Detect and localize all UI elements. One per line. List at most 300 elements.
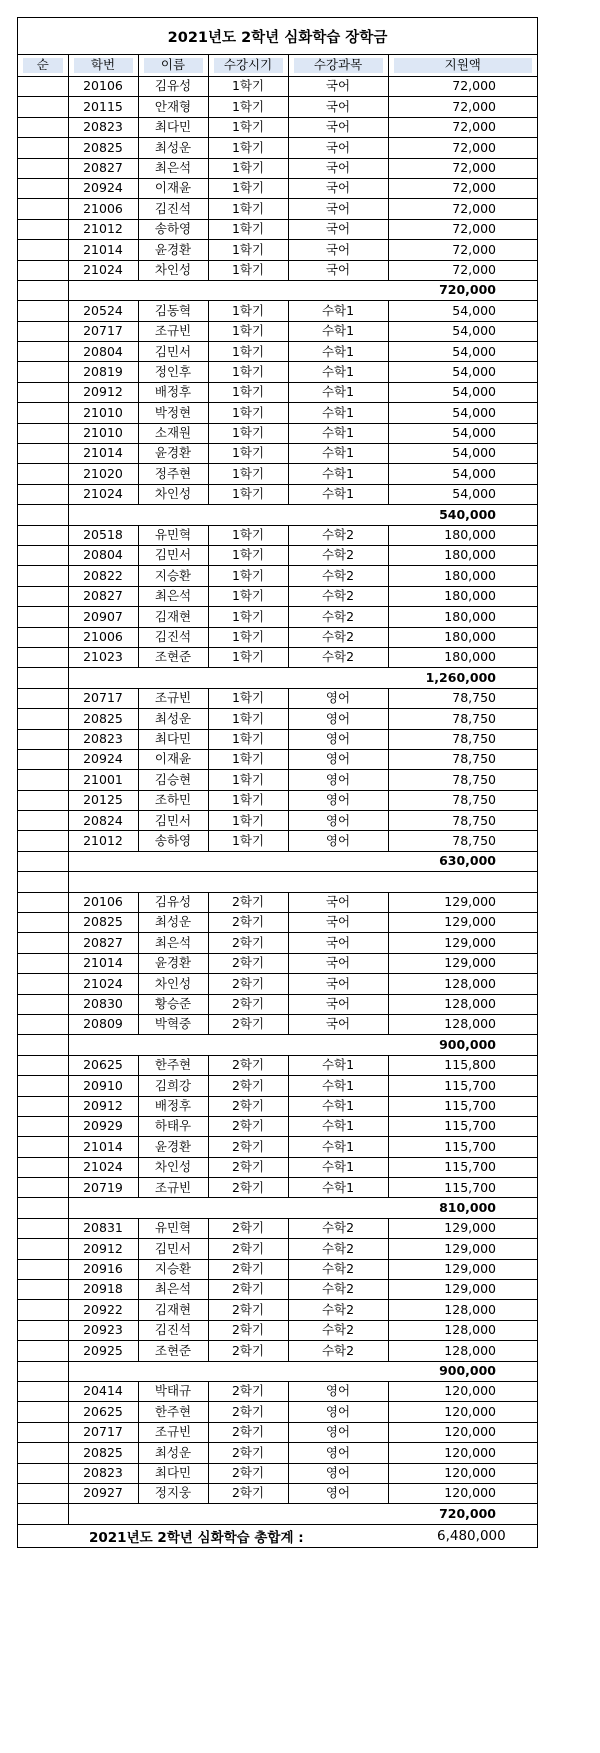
cell-amount: 78,750 — [388, 790, 537, 810]
table-row — [18, 749, 537, 769]
cell-amount: 54,000 — [388, 423, 537, 443]
table-row — [18, 974, 537, 994]
cell-subject: 수학1 — [288, 382, 388, 402]
cell-amount: 128,000 — [388, 1320, 537, 1340]
cell-student-id: 20804 — [68, 342, 138, 362]
cell-subject: 국어 — [288, 117, 388, 137]
empty-cell — [68, 872, 537, 892]
cell-no — [18, 1137, 68, 1157]
table-row — [18, 1096, 537, 1116]
cell-name: 최성운 — [138, 913, 208, 933]
cell-name: 정인후 — [138, 362, 208, 382]
table-row — [18, 811, 537, 831]
cell-amount: 129,000 — [388, 1239, 537, 1259]
cell-student-id: 20717 — [68, 1422, 138, 1442]
cell-term: 2학기 — [208, 1157, 288, 1177]
cell-name: 김유성 — [138, 892, 208, 912]
table-row — [18, 790, 537, 810]
cell-name: 이재윤 — [138, 749, 208, 769]
cell-student-id: 21020 — [68, 464, 138, 484]
cell-subject: 수학2 — [288, 607, 388, 627]
cell-term: 1학기 — [208, 525, 288, 545]
cell-name: 조규빈 — [138, 1178, 208, 1198]
header-term: 수강시기 — [208, 55, 288, 77]
cell-no — [18, 1259, 68, 1279]
cell-no — [18, 1504, 68, 1524]
cell-subject: 수학1 — [288, 423, 388, 443]
cell-term: 1학기 — [208, 362, 288, 382]
cell-name: 김민서 — [138, 1239, 208, 1259]
cell-term: 2학기 — [208, 994, 288, 1014]
cell-name: 차인성 — [138, 974, 208, 994]
table-row — [18, 525, 537, 545]
cell-student-id: 21014 — [68, 953, 138, 973]
cell-no — [18, 811, 68, 831]
cell-term: 1학기 — [208, 790, 288, 810]
cell-subject: 수학2 — [288, 627, 388, 647]
table-row — [18, 709, 537, 729]
cell-student-id: 21001 — [68, 770, 138, 790]
table-row — [18, 342, 537, 362]
cell-no — [18, 1198, 68, 1218]
cell-subject: 영어 — [288, 1422, 388, 1442]
cell-no — [18, 1035, 68, 1055]
table-row — [18, 933, 537, 953]
cell-name: 송하영 — [138, 831, 208, 851]
cell-amount: 72,000 — [388, 240, 537, 260]
table-row — [18, 1218, 537, 1238]
table-row — [18, 1382, 537, 1402]
cell-subject: 영어 — [288, 1402, 388, 1422]
cell-amount: 180,000 — [388, 647, 537, 667]
cell-subject: 수학1 — [288, 403, 388, 423]
cell-student-id: 21010 — [68, 403, 138, 423]
cell-amount: 180,000 — [388, 525, 537, 545]
cell-term: 1학기 — [208, 240, 288, 260]
cell-name: 김진석 — [138, 199, 208, 219]
subtotal-row — [18, 1198, 537, 1218]
cell-term: 1학기 — [208, 607, 288, 627]
cell-term: 1학기 — [208, 729, 288, 749]
cell-name: 김재현 — [138, 607, 208, 627]
table-row — [18, 403, 537, 423]
cell-student-id: 20827 — [68, 158, 138, 178]
cell-subject: 국어 — [288, 994, 388, 1014]
cell-student-id: 20719 — [68, 1178, 138, 1198]
cell-subject: 수학2 — [288, 1239, 388, 1259]
cell-term: 1학기 — [208, 117, 288, 137]
cell-term: 1학기 — [208, 770, 288, 790]
cell-student-id: 20831 — [68, 1218, 138, 1238]
cell-no — [18, 240, 68, 260]
cell-no — [18, 219, 68, 239]
cell-name: 지승환 — [138, 566, 208, 586]
cell-student-id: 20922 — [68, 1300, 138, 1320]
cell-name: 최성운 — [138, 138, 208, 158]
cell-student-id: 20929 — [68, 1116, 138, 1136]
cell-no — [18, 688, 68, 708]
cell-no — [18, 1320, 68, 1340]
cell-name: 윤경환 — [138, 1137, 208, 1157]
cell-amount: 72,000 — [388, 97, 537, 117]
cell-no — [18, 892, 68, 912]
cell-amount: 120,000 — [388, 1443, 537, 1463]
cell-term: 2학기 — [208, 1096, 288, 1116]
cell-no — [18, 668, 68, 688]
cell-amount: 129,000 — [388, 1218, 537, 1238]
cell-name: 최성운 — [138, 1443, 208, 1463]
cell-name: 김민서 — [138, 811, 208, 831]
cell-no — [18, 729, 68, 749]
cell-term: 1학기 — [208, 688, 288, 708]
cell-no — [18, 1157, 68, 1177]
cell-name: 유민혁 — [138, 525, 208, 545]
cell-name: 송하영 — [138, 219, 208, 239]
cell-student-id: 20916 — [68, 1259, 138, 1279]
cell-subject: 수학2 — [288, 1280, 388, 1300]
cell-amount: 128,000 — [388, 974, 537, 994]
cell-term: 1학기 — [208, 545, 288, 565]
scholarship-table — [18, 55, 537, 1524]
cell-student-id: 21006 — [68, 199, 138, 219]
table-row — [18, 1443, 537, 1463]
cell-term: 2학기 — [208, 1422, 288, 1442]
cell-amount: 128,000 — [388, 1014, 537, 1034]
cell-amount: 180,000 — [388, 607, 537, 627]
cell-term: 1학기 — [208, 77, 288, 97]
cell-subject: 수학2 — [288, 545, 388, 565]
table-row — [18, 117, 537, 137]
cell-term: 1학기 — [208, 586, 288, 606]
cell-no — [18, 97, 68, 117]
table-row — [18, 1137, 537, 1157]
cell-student-id: 20927 — [68, 1483, 138, 1503]
table-row — [18, 1014, 537, 1034]
subtotal-blank — [68, 1504, 388, 1524]
cell-term: 1학기 — [208, 342, 288, 362]
cell-subject: 영어 — [288, 831, 388, 851]
cell-student-id: 20804 — [68, 545, 138, 565]
cell-no — [18, 1076, 68, 1096]
cell-no — [18, 831, 68, 851]
cell-subject: 국어 — [288, 913, 388, 933]
cell-name: 하태우 — [138, 1116, 208, 1136]
cell-name: 황승준 — [138, 994, 208, 1014]
table-row — [18, 1178, 537, 1198]
cell-term: 2학기 — [208, 1259, 288, 1279]
cell-student-id: 21024 — [68, 1157, 138, 1177]
cell-subject: 수학1 — [288, 1137, 388, 1157]
table-row — [18, 994, 537, 1014]
cell-name: 배정후 — [138, 1096, 208, 1116]
cell-name: 조규빈 — [138, 321, 208, 341]
table-row — [18, 1157, 537, 1177]
cell-amount: 78,750 — [388, 729, 537, 749]
cell-amount: 54,000 — [388, 403, 537, 423]
grand-total-value: 6,480,000 — [437, 1527, 506, 1544]
cell-subject: 수학1 — [288, 342, 388, 362]
cell-term: 1학기 — [208, 444, 288, 464]
table-body — [18, 77, 537, 1524]
cell-term: 1학기 — [208, 831, 288, 851]
cell-subject: 국어 — [288, 138, 388, 158]
cell-term: 2학기 — [208, 1443, 288, 1463]
subtotal-blank — [68, 505, 388, 525]
cell-no — [18, 505, 68, 525]
cell-student-id: 20923 — [68, 1320, 138, 1340]
cell-term: 2학기 — [208, 1483, 288, 1503]
scholarship-sheet — [17, 17, 538, 1548]
table-row — [18, 892, 537, 912]
cell-no — [18, 913, 68, 933]
table-row — [18, 647, 537, 667]
cell-student-id: 20824 — [68, 811, 138, 831]
cell-no — [18, 342, 68, 362]
cell-name: 박혁중 — [138, 1014, 208, 1034]
table-row — [18, 1402, 537, 1422]
cell-amount: 129,000 — [388, 892, 537, 912]
cell-student-id: 20717 — [68, 688, 138, 708]
cell-name: 지승환 — [138, 1259, 208, 1279]
cell-student-id: 20625 — [68, 1055, 138, 1075]
subtotal-row — [18, 505, 537, 525]
cell-amount: 54,000 — [388, 342, 537, 362]
cell-amount: 115,700 — [388, 1137, 537, 1157]
cell-student-id: 20823 — [68, 729, 138, 749]
grand-total-row — [18, 1524, 537, 1547]
cell-no — [18, 1463, 68, 1483]
cell-subject: 수학1 — [288, 1055, 388, 1075]
cell-amount: 72,000 — [388, 219, 537, 239]
cell-name: 김승현 — [138, 770, 208, 790]
cell-no — [18, 974, 68, 994]
cell-term: 1학기 — [208, 260, 288, 280]
cell-subject: 수학2 — [288, 1320, 388, 1340]
cell-student-id: 20912 — [68, 382, 138, 402]
cell-no — [18, 158, 68, 178]
empty-row — [18, 872, 537, 892]
cell-amount: 78,750 — [388, 831, 537, 851]
cell-subject: 영어 — [288, 709, 388, 729]
cell-student-id: 21024 — [68, 484, 138, 504]
table-row — [18, 484, 537, 504]
cell-term: 2학기 — [208, 1320, 288, 1340]
cell-amount: 78,750 — [388, 688, 537, 708]
cell-student-id: 21024 — [68, 974, 138, 994]
cell-no — [18, 994, 68, 1014]
cell-name: 최은석 — [138, 933, 208, 953]
cell-name: 박태규 — [138, 1382, 208, 1402]
cell-term: 1학기 — [208, 566, 288, 586]
cell-no — [18, 77, 68, 97]
cell-no — [18, 301, 68, 321]
subtotal-amount: 1,260,000 — [425, 669, 496, 685]
cell-student-id: 21006 — [68, 627, 138, 647]
cell-term: 1학기 — [208, 464, 288, 484]
cell-name: 김재현 — [138, 1300, 208, 1320]
cell-no — [18, 1443, 68, 1463]
cell-subject: 국어 — [288, 219, 388, 239]
cell-no — [18, 647, 68, 667]
cell-subject: 영어 — [288, 1483, 388, 1503]
table-row — [18, 1422, 537, 1442]
cell-amount: 120,000 — [388, 1463, 537, 1483]
cell-name: 윤경환 — [138, 953, 208, 973]
table-row — [18, 77, 537, 97]
cell-term: 1학기 — [208, 97, 288, 117]
table-row — [18, 831, 537, 851]
cell-student-id: 21010 — [68, 423, 138, 443]
table-row — [18, 158, 537, 178]
cell-subject: 수학2 — [288, 647, 388, 667]
cell-amount: 54,000 — [388, 362, 537, 382]
cell-no — [18, 586, 68, 606]
table-row — [18, 97, 537, 117]
subtotal-amount: 720,000 — [439, 1505, 496, 1521]
subtotal-amount: 720,000 — [439, 282, 496, 298]
cell-term: 2학기 — [208, 1076, 288, 1096]
table-row — [18, 1055, 537, 1075]
cell-amount: 128,000 — [388, 1300, 537, 1320]
cell-name: 김진석 — [138, 1320, 208, 1340]
cell-amount: 78,750 — [388, 749, 537, 769]
table-row — [18, 1483, 537, 1503]
cell-no — [18, 749, 68, 769]
cell-no — [18, 953, 68, 973]
sheet-title: 2021년도 2학년 심화학습 장학금 — [18, 18, 537, 55]
cell-subject: 수학1 — [288, 1076, 388, 1096]
table-row — [18, 1300, 537, 1320]
cell-no — [18, 1422, 68, 1442]
header-row — [18, 55, 537, 77]
cell-no — [18, 607, 68, 627]
cell-name: 차인성 — [138, 484, 208, 504]
cell-subject: 영어 — [288, 1443, 388, 1463]
table-row — [18, 301, 537, 321]
cell-name: 김민서 — [138, 545, 208, 565]
header-name: 이름 — [138, 55, 208, 77]
table-row — [18, 545, 537, 565]
table-row — [18, 321, 537, 341]
cell-amount: 129,000 — [388, 933, 537, 953]
cell-student-id: 20823 — [68, 117, 138, 137]
cell-no — [18, 260, 68, 280]
table-row — [18, 382, 537, 402]
cell-amount: 54,000 — [388, 464, 537, 484]
cell-no — [18, 1483, 68, 1503]
cell-name: 조하민 — [138, 790, 208, 810]
cell-subject: 국어 — [288, 158, 388, 178]
cell-term: 1학기 — [208, 138, 288, 158]
cell-student-id: 20910 — [68, 1076, 138, 1096]
cell-subject: 국어 — [288, 953, 388, 973]
cell-amount: 115,800 — [388, 1055, 537, 1075]
cell-term: 1학기 — [208, 647, 288, 667]
cell-student-id: 20823 — [68, 1463, 138, 1483]
cell-amount: 54,000 — [388, 484, 537, 504]
cell-no — [18, 1280, 68, 1300]
cell-subject: 영어 — [288, 770, 388, 790]
cell-name: 김동혁 — [138, 301, 208, 321]
subtotal-blank — [68, 851, 388, 871]
grand-total-label: 2021년도 2학년 심화학습 총합계 : — [89, 1529, 304, 1546]
header-subject: 수강과목 — [288, 55, 388, 77]
cell-name: 김유성 — [138, 77, 208, 97]
cell-term: 1학기 — [208, 199, 288, 219]
subtotal-blank — [68, 1361, 388, 1381]
subtotal-blank — [68, 280, 388, 300]
cell-no — [18, 1116, 68, 1136]
cell-no — [18, 382, 68, 402]
cell-subject: 영어 — [288, 1463, 388, 1483]
cell-name: 조현준 — [138, 647, 208, 667]
cell-amount: 78,750 — [388, 709, 537, 729]
cell-amount: 115,700 — [388, 1116, 537, 1136]
cell-student-id: 20827 — [68, 586, 138, 606]
cell-subject: 영어 — [288, 811, 388, 831]
cell-amount: 129,000 — [388, 953, 537, 973]
cell-no — [18, 117, 68, 137]
cell-subject: 국어 — [288, 974, 388, 994]
cell-subject: 국어 — [288, 1014, 388, 1034]
cell-subject: 국어 — [288, 77, 388, 97]
cell-no — [18, 403, 68, 423]
cell-student-id: 20125 — [68, 790, 138, 810]
cell-no — [18, 1341, 68, 1361]
cell-amount: 54,000 — [388, 382, 537, 402]
cell-no — [18, 280, 68, 300]
cell-subject: 국어 — [288, 933, 388, 953]
cell-name: 박정현 — [138, 403, 208, 423]
cell-name: 정지웅 — [138, 1483, 208, 1503]
table-row — [18, 423, 537, 443]
cell-no — [18, 790, 68, 810]
cell-name: 한주현 — [138, 1055, 208, 1075]
cell-amount: 128,000 — [388, 994, 537, 1014]
cell-amount: 72,000 — [388, 199, 537, 219]
cell-name: 조규빈 — [138, 1422, 208, 1442]
table-row — [18, 464, 537, 484]
cell-name: 최다민 — [138, 729, 208, 749]
cell-term: 1학기 — [208, 158, 288, 178]
subtotal-blank — [68, 668, 388, 688]
cell-amount: 54,000 — [388, 444, 537, 464]
cell-subject: 국어 — [288, 260, 388, 280]
cell-no — [18, 933, 68, 953]
table-row — [18, 627, 537, 647]
cell-amount: 115,700 — [388, 1076, 537, 1096]
cell-no — [18, 709, 68, 729]
cell-term: 1학기 — [208, 403, 288, 423]
cell-no — [18, 321, 68, 341]
cell-student-id: 20912 — [68, 1096, 138, 1116]
cell-term: 1학기 — [208, 301, 288, 321]
cell-subject: 영어 — [288, 729, 388, 749]
table-row — [18, 240, 537, 260]
cell-no — [18, 464, 68, 484]
table-row — [18, 138, 537, 158]
cell-no — [18, 872, 68, 892]
cell-term: 2학기 — [208, 913, 288, 933]
cell-name: 최다민 — [138, 1463, 208, 1483]
cell-no — [18, 1218, 68, 1238]
cell-amount: 129,000 — [388, 1259, 537, 1279]
cell-term: 1학기 — [208, 484, 288, 504]
cell-term: 2학기 — [208, 1341, 288, 1361]
cell-term: 1학기 — [208, 219, 288, 239]
cell-term: 2학기 — [208, 1014, 288, 1034]
cell-name: 소재원 — [138, 423, 208, 443]
